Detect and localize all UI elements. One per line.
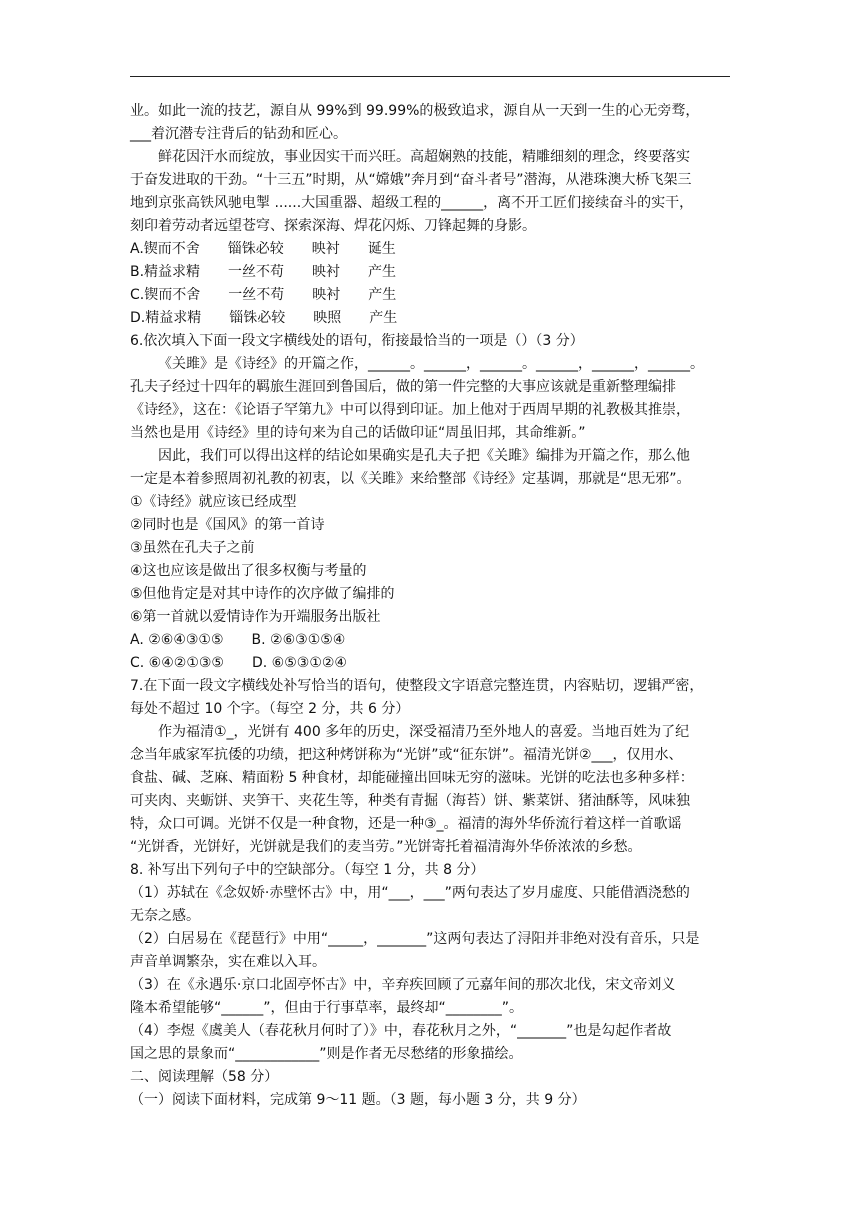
- question-8: 8. 补写出下列句子中的空缺部分。（每空 1 分，共 8 分）: [130, 862, 485, 878]
- option-c: C.锲而不舍 一丝不苟 映衬 产生: [130, 287, 397, 303]
- sentence-item: ④这也应该是做出了很多权衡与考量的: [130, 563, 367, 579]
- text-line: （3）在《永遇乐·京口北固亭怀古》中，辛弃疾回顾了元嘉年间的那次北伐，宋文帝刘义: [130, 977, 676, 993]
- text-line: 念当年戚家军抗倭的功绩，把这种烤饼称为“光饼”或“征东饼”。福清光饼②___，仅用水、: [130, 747, 683, 763]
- text-line: 孔夫子经过十四年的羁旅生涯回到鲁国后，做的第一件完整的大事应该就是重新整理编排: [130, 379, 676, 395]
- text-line: 因此，我们可以得出这样的结论如果确实是孔夫子把《关雎》编排为开篇之作，那么他: [158, 448, 690, 464]
- text-line: 地到京张高铁风驰电掣 ......大国重器、超级工程的______，离不开工匠们接续奋斗的实干，: [130, 195, 694, 211]
- text-line: （2）白居易在《琵琶行》中用“_____，_______”这两句表达了浔阳并非绝对没有音乐，只是: [130, 931, 700, 947]
- option-row: A. ②⑥④③①⑤ B. ②⑥③①⑤④: [130, 632, 346, 648]
- option-b: B.精益求精 一丝不苟 映衬 产生: [130, 264, 397, 280]
- text-line: 可夹肉、夹蛎饼、夹笋干、夹花生等，种类有青掘（海苔）饼、紫菜饼、猪油酥等，风味独: [130, 793, 690, 809]
- text-line: 国之思的景象而“____________”则是作者无尽愁绪的形象描绘。: [130, 1046, 523, 1062]
- header-rule: [130, 76, 730, 77]
- text-line: 《诗经》，这在：《论语子罕第九》中可以得到印证。加上他对于西周早期的礼教极其推崇，: [130, 402, 690, 418]
- text-line: ___着沉潜专注背后的钻劲和匠心。: [130, 126, 347, 142]
- text-line: 当然也是用《诗经》里的诗句来为自己的话做印证“周虽旧邦，其命维新。”: [130, 425, 586, 441]
- text-line: 作为福清①_，光饼有 400 多年的历史，深受福清乃至外地人的喜爱。当地百姓为了纪: [158, 724, 690, 740]
- sentence-item: ⑥第一首就以爱情诗作为开端服务出版社: [130, 609, 381, 625]
- option-a: A.锲而不舍 锱铢必较 映衬 诞生: [130, 241, 396, 257]
- text-line: 刻印着劳动者远望苍穹、探索深海、焊花闪烁、刀锋起舞的身影。: [130, 218, 536, 234]
- text-line: 一定是本着参照周初礼教的初衷，以《关雎》来给整部《诗经》定基调，那就是“思无邪”。: [130, 471, 691, 487]
- option-row: C. ⑥④②①③⑤ D. ⑥⑤③①②④: [130, 655, 347, 671]
- sentence-item: ③虽然在孔夫子之前: [130, 540, 255, 556]
- text-line: 无奈之感。: [130, 908, 200, 924]
- text-line: （1）苏轼在《念奴娇·赤壁怀古》中，用“___，___”两句表达了岁月虚度、只能借酒浇愁的: [130, 885, 690, 901]
- text-line: 二、阅读理解（58 分）: [130, 1069, 279, 1085]
- text-line: 鲜花因汗水而绽放，事业因实干而兴旺。高超娴熟的技能，精雕细刻的理念，终要落实: [158, 149, 690, 165]
- sentence-item: ⑤但他肯定是对其中诗作的次序做了编排的: [130, 586, 395, 602]
- sentence-item: ②同时也是《国风》的第一首诗: [130, 517, 325, 533]
- text-line: 食盐、碱、芝麻、精面粉 5 种食材，却能碰撞出回味无穷的滋味。光饼的吃法也多种多样：: [130, 770, 694, 786]
- text-line: 《关雎》是《诗经》的开篇之作，______。______，______。______，______，______。: [158, 356, 704, 372]
- text-line: “光饼香，光饼好，光饼就是我们的麦当劳。”光饼寄托着福清海外华侨浓浓的乡愁。: [130, 839, 642, 855]
- text-line: 每处不超过 10 个字。（每空 2 分，共 6 分）: [130, 701, 410, 717]
- option-d: D.精益求精 锱铢必较 映照 产生: [130, 310, 398, 326]
- text-line: 于奋发进取的干劲。“十三五”时期，从“嫦娥”奔月到“奋斗者号”潜海，从港珠澳大桥飞架三: [130, 172, 692, 188]
- text-line: 隆本希望能够“______”，但由于行事草率，最终却“________”。: [130, 1000, 524, 1016]
- question-7: 7.在下面一段文字横线处补写恰当的语句，使整段文字语意完整连贯，内容贴切，逻辑严密，: [130, 678, 704, 694]
- sentence-item: ①《诗经》就应该已经成型: [130, 494, 297, 510]
- document-body: [130, 100, 730, 1112]
- text-line: （4）李煜《虞美人（春花秋月何时了）》中，春花秋月之外，“_______”也是勾起作者故: [130, 1023, 672, 1039]
- text-line: 声音单调繁杂，实在难以入耳。: [130, 954, 326, 970]
- text-line: 业。如此一流的技艺，源自从 99%到 99.99%的极致追求，源自从一天到一生的心无旁骛，: [130, 103, 700, 119]
- question-6: 6.依次填入下面一段文字横线处的语句，衔接最恰当的一项是（）（3 分）: [130, 333, 584, 349]
- section-heading: （一）阅读下面材料，完成第 9～11 题。（3 题，每小题 3 分，共 9 分）: [130, 1092, 586, 1108]
- text-line: 特，众口可调。光饼不仅是一种食物，还是一种③_。福清的海外华侨流行着这样一首歌谣: [130, 816, 682, 832]
